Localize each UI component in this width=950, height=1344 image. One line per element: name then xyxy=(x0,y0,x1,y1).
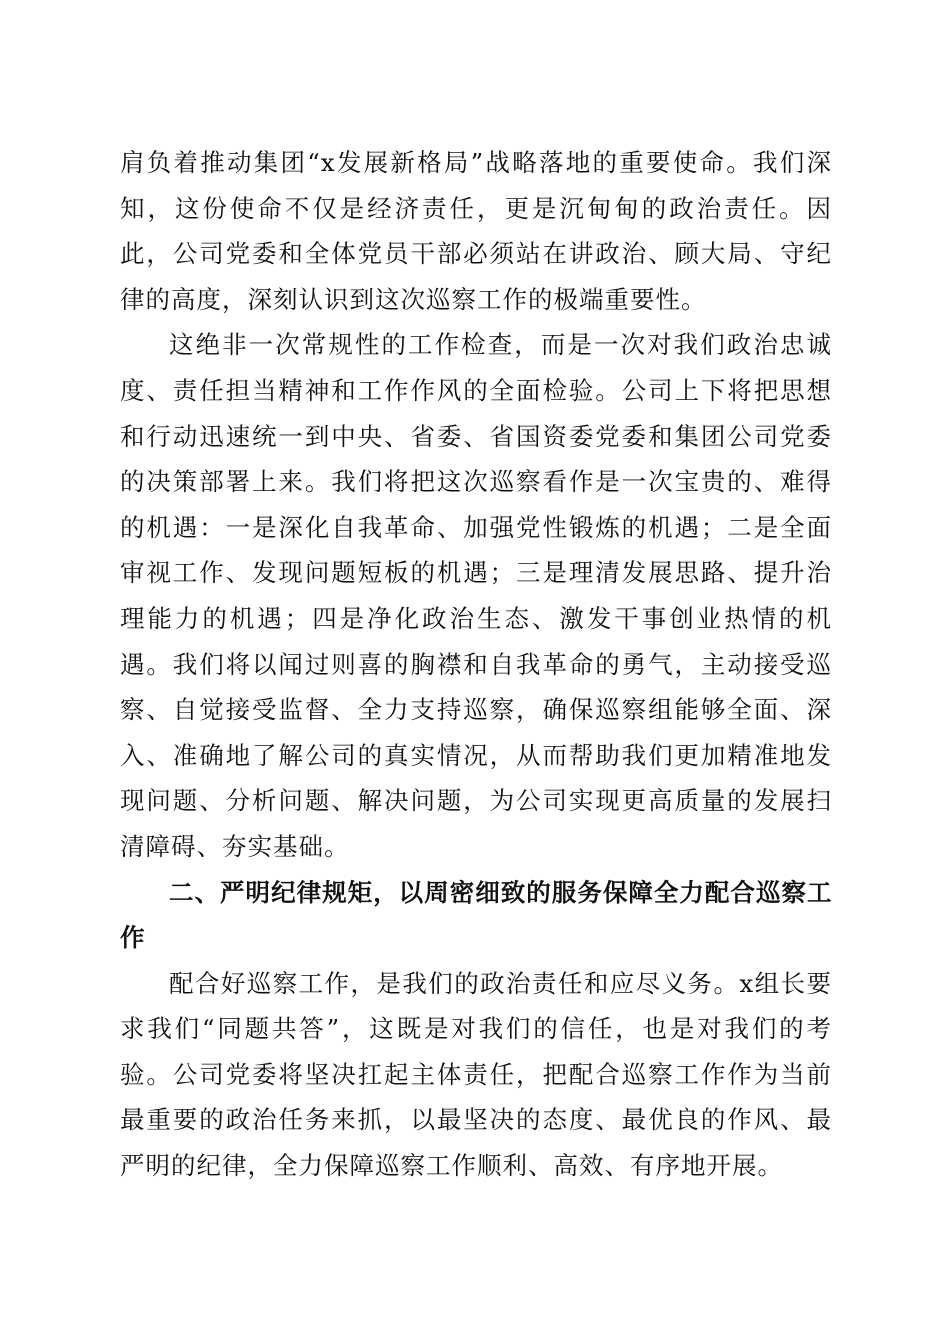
section-heading-2: 二、严明纪律规矩，以周密细致的服务保障全力配合巡察工作 xyxy=(120,877,832,953)
paragraph-cooperation: 配合好巡察工作，是我们的政治责任和应尽义务。x组长要求我们“同题共答”，这既是对我们的信任，也是对我们的考验。公司党委将坚决扛起主体责任，把配合巡察工作作为当前最重要的政治任务来抓，以最坚决的态度、最优良的作风、最严明的纪律，全力保障巡察工作顺利、高效、有序地开展。 xyxy=(120,968,832,1181)
paragraph-inspection-significance: 这绝非一次常规性的工作检查，而是一次对我们政治忠诚度、责任担当精神和工作作风的全面检验。公司上下将把思想和行动迅速统一到中央、省委、省国资委党委和集团公司党委的决策部署上来。我们将把这次巡察看作是一次宝贵的、难得的机遇：一是深化自我革命、加强党性锻炼的机遇；二是全面审视工作、发现问题短板的机遇；三是理清发展思路、提升治理能力的机遇；四是净化政治生态、激发干事创业热情的机遇。我们将以闻过则喜的胸襟和自我革命的勇气，主动接受巡察、自觉接受监督、全力支持巡察，确保巡察组能够全面、深入、准确地了解公司的真实情况，从而帮助我们更加精准地发现问题、分析问题、解决问题，为公司实现更高质量的发展扫清障碍、夯实基础。 xyxy=(120,330,832,861)
document-body xyxy=(120,140,832,1189)
paragraph-continuation: 肩负着推动集团“x发展新格局”战略落地的重要使命。我们深知，这份使命不仅是经济责任，更是沉甸甸的政治责任。因此，公司党委和全体党员干部必须站在讲政治、顾大局、守纪律的高度，深刻认识到这次巡察工作的极端重要性。 xyxy=(120,148,832,314)
